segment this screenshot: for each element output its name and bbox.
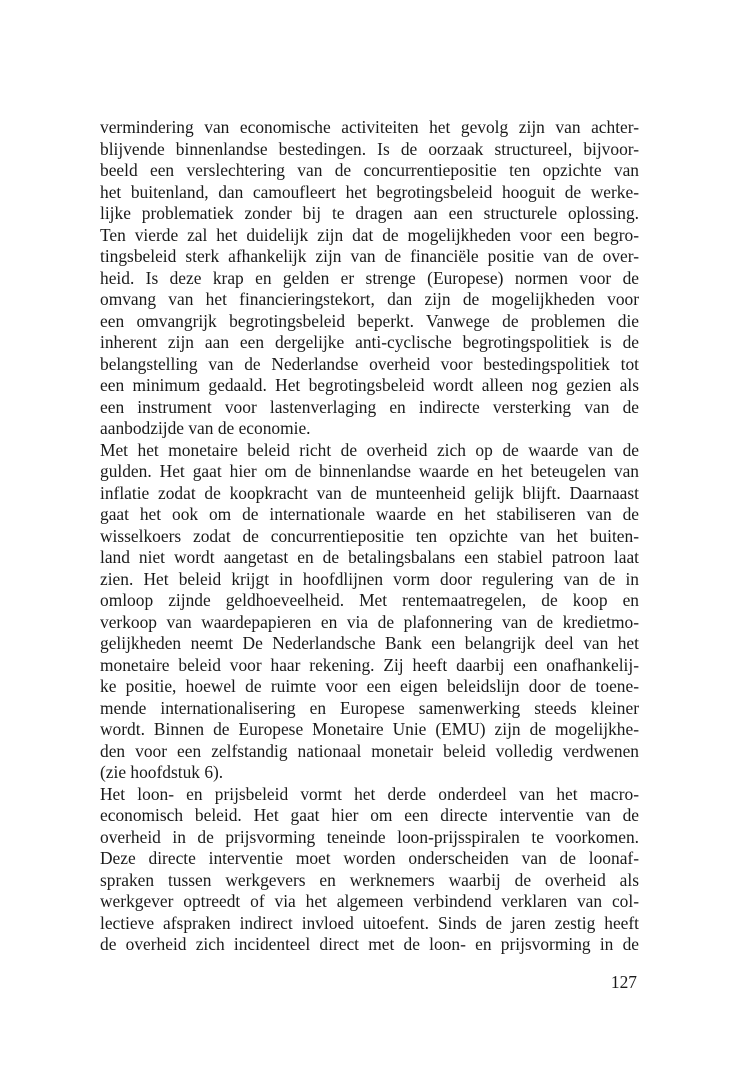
text-line: Deze directe interventie moet worden onderscheiden van de loonaf-	[100, 848, 639, 868]
text-line: Ten vierde zal het duidelijk zijn dat de mogelijkheden voor een begro-	[100, 224, 639, 245]
text-line: gelijkheden neemt De Nederlandsche Bank een belangrijk deel van het	[100, 633, 639, 653]
text-line: wisselkoers zodat de concurrentiepositie ten opzichte van het buiten-	[100, 525, 639, 546]
text-line: omvang van het financieringstekort, dan zijn de mogelijkheden voor	[100, 289, 639, 309]
text-line: den voor een zelfstandig nationaal monetair beleid volledig verdwenen	[100, 740, 639, 761]
text-line: belangstelling van de Nederlandse overheid voor bestedingspolitiek tot	[100, 353, 639, 374]
text-line: een instrument voor lastenverlaging en indirecte versterking van de	[100, 396, 639, 417]
text-line: heid. Is deze krap en gelden er strenge (Europese) normen voor de	[100, 267, 639, 288]
text-line: gulden. Het gaat hier om de binnenlandse waarde en het beteugelen van	[100, 461, 639, 481]
text-line: omloop zijnde geldhoeveelheid. Met rentemaatregelen, de koop en	[100, 590, 639, 610]
text-line: blijvende binnenlandse bestedingen. Is de oorzaak structureel, bijvoor-	[100, 138, 639, 159]
text-line: Het loon- en prijsbeleid vormt het derde onderdeel van het macro-	[100, 783, 639, 804]
text-line: beeld een verslechtering van de concurrentiepositie ten opzichte van	[100, 160, 639, 180]
text-line: Met het monetaire beleid richt de overheid zich op de waarde van de	[100, 439, 639, 460]
text-line: werkgever optreedt of via het algemeen verbindend verklaren van col-	[100, 891, 639, 911]
text-line: (zie hoofdstuk 6).	[100, 762, 224, 782]
text-line: vermindering van economische activiteiten het gevolg zijn van achter-	[100, 117, 639, 137]
body-text	[100, 117, 639, 956]
text-line: ke positie, hoewel de ruimte voor een eigen beleidslijn door de toene-	[100, 676, 639, 696]
text-line: wordt. Binnen de Europese Monetaire Unie (EMU) zijn de mogelijkhe-	[100, 719, 639, 739]
text-line: verkoop van waardepapieren en via de plafonnering van de kredietmo-	[100, 611, 639, 632]
text-line: economisch beleid. Het gaat hier om een directe interventie van de	[100, 805, 639, 825]
text-line: inherent zijn aan een dergelijke anti-cyclische begrotingspolitiek is de	[100, 332, 639, 352]
text-line: monetaire beleid voor haar rekening. Zij heeft daarbij een onafhankelij-	[100, 654, 639, 675]
page-number: 127	[610, 972, 637, 992]
text-line: tingsbeleid sterk afhankelijk zijn van de financiële positie van de over-	[100, 246, 639, 266]
text-line: de overheid zich incidenteel direct met de loon- en prijsvorming in de	[100, 934, 639, 954]
text-line: zien. Het beleid krijgt in hoofdlijnen vorm door regulering van de in	[100, 568, 639, 589]
text-line: gaat het ook om de internationale waarde en het stabiliseren van de	[100, 504, 639, 524]
text-line: inflatie zodat de koopkracht van de munteenheid gelijk blijft. Daarnaast	[100, 482, 639, 503]
text-line: lijke problematiek zonder bij te dragen aan een structurele oplossing.	[100, 203, 639, 223]
text-line: land niet wordt aangetast en de betalingsbalans een stabiel patroon laat	[100, 547, 639, 567]
text-line: het buitenland, dan camoufleert het begrotingsbeleid hooguit de werke-	[100, 181, 639, 202]
text-line: een omvangrijk begrotingsbeleid beperkt. Vanwege de problemen die	[100, 310, 639, 331]
text-line: overheid in de prijsvorming teneinde loon-prijsspiralen te voorkomen.	[100, 826, 639, 847]
text-line: aanbodzijde van de economie.	[100, 418, 311, 438]
text-line: een minimum gedaald. Het begrotingsbeleid wordt alleen nog gezien als	[100, 375, 639, 395]
text-line: lectieve afspraken indirect invloed uitoefent. Sinds de jaren zestig heeft	[100, 912, 639, 933]
text-line: spraken tussen werkgevers en werknemers waarbij de overheid als	[100, 869, 639, 890]
text-line: mende internationalisering en Europese samenwerking steeds kleiner	[100, 697, 639, 718]
